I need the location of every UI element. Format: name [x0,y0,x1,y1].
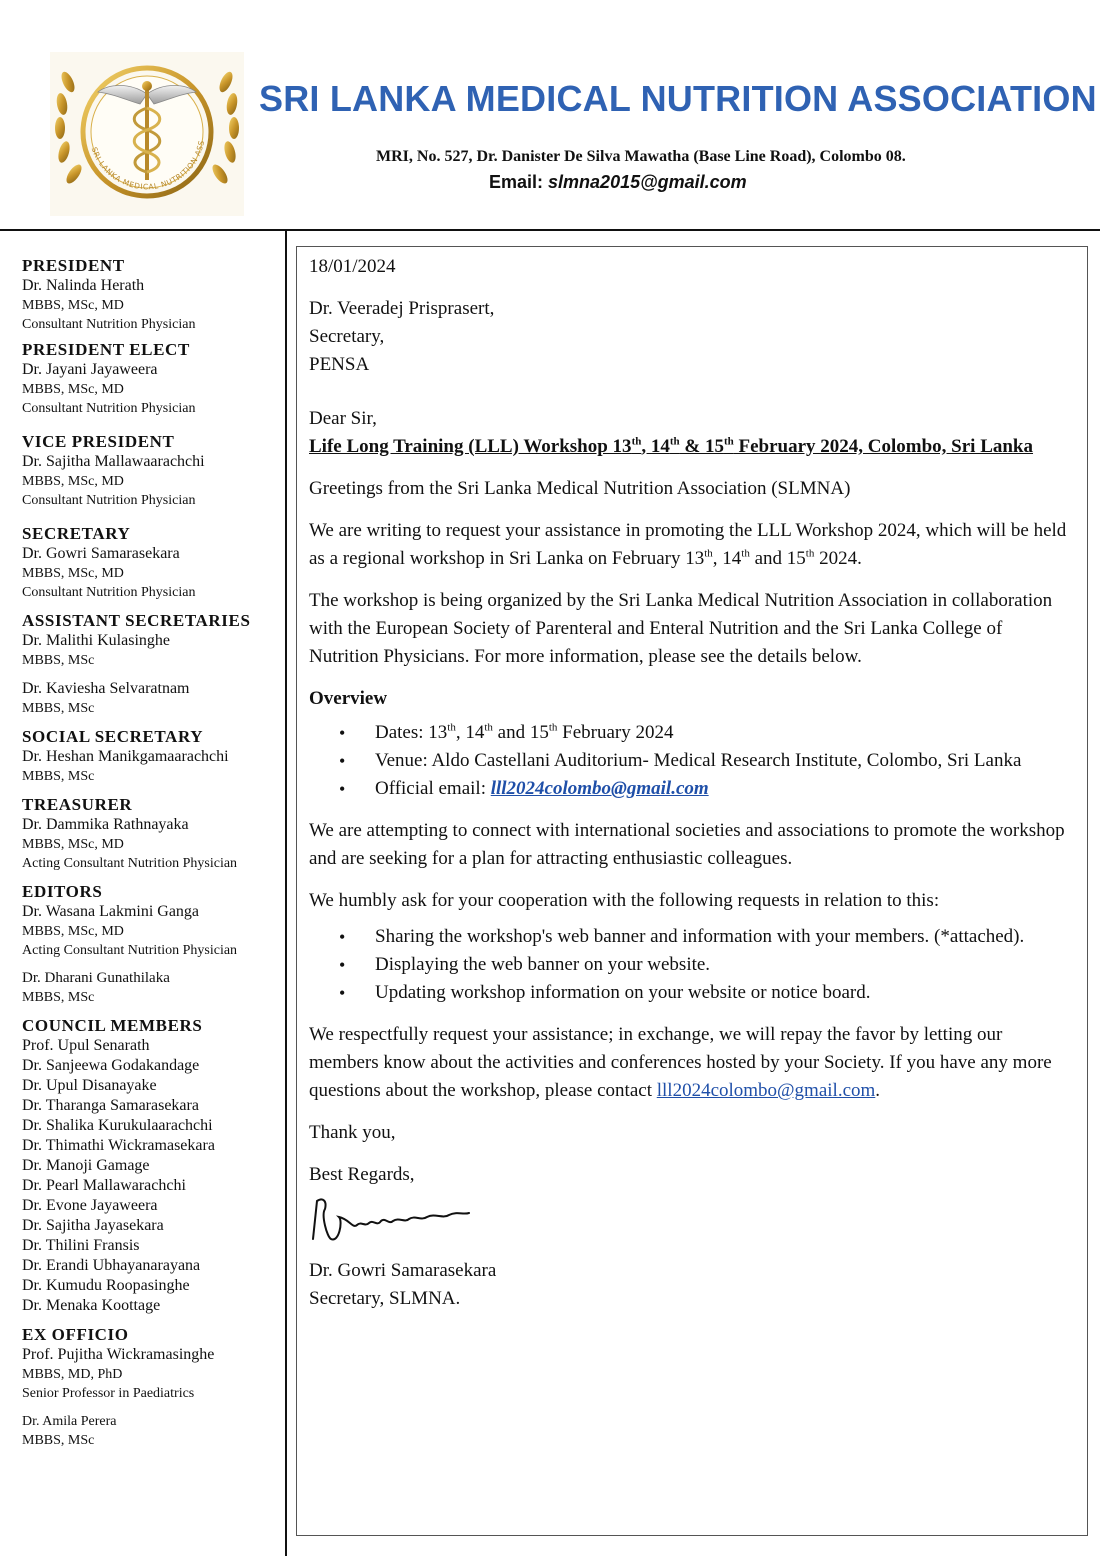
person-name: Prof. Pujitha Wickramasinghe [22,1346,215,1363]
organization-name: SRI LANKA MEDICAL NUTRITION ASSOCIATION [259,78,1097,119]
role-heading: TREASURER [22,795,133,814]
person-name: Dr. Dammika Rathnayaka [22,816,189,833]
treasurer-block [22,795,284,873]
person-qualifications: MBBS, MSc [22,1433,95,1448]
outreach-paragraph: We are attempting to connect with international societies and associations to promote the workshop and are seeking for a plan for attracting enthusiastic colleagues. [309,820,1065,869]
council-member: Dr. Sajitha Jayasekara [22,1217,164,1234]
person-designation: Consultant Nutrition Physician [22,585,196,600]
editors-block [22,882,284,1007]
role-heading: EDITORS [22,882,103,901]
council-member: Dr. Evone Jayaweera [22,1197,158,1214]
signature [309,1189,1069,1257]
person-name: Dr. Dharani Gunathilaka [22,970,170,986]
request-item: • Displaying the web banner on your website. [339,951,1069,979]
role-heading: VICE PRESIDENT [22,432,175,451]
role-heading: SOCIAL SECRETARY [22,727,204,746]
person-designation: Consultant Nutrition Physician [22,493,196,508]
council-member: Dr. Upul Disanayake [22,1077,157,1094]
association-logo [50,52,244,216]
person-name: Dr. Jayani Jayaweera [22,361,158,378]
council-members-block [22,1016,284,1316]
council-member: Prof. Upul Senarath [22,1037,150,1054]
person-qualifications: MBBS, MD, PhD [22,1367,123,1382]
handwritten-signature-icon [309,1191,509,1255]
organization-email[interactable]: slmna2015@gmail.com [548,172,747,192]
regards-line: Best Regards, [309,1164,415,1185]
person-name: Dr. Amila Perera [22,1414,117,1429]
overview-venue: • Venue: Aldo Castellani Auditorium- Medical Research Institute, Colombo, Sri Lanka [339,747,1069,775]
letter-subject: Life Long Training (LLL) Workshop 13th, 14th & 15th February 2024, Colombo, Sri Lanka [309,435,1034,457]
overview-email: • Official email: lll2024colombo@gmail.com [339,775,1069,803]
person-designation: Consultant Nutrition Physician [22,317,196,332]
overview-heading: Overview [309,688,388,709]
ex-officio-block [22,1325,284,1450]
overview-dates: • Dates: 13th, 14th and 15th February 2024 [339,719,1069,747]
organization-address: MRI, No. 527, Dr. Danister De Silva Mawatha (Base Line Road), Colombo 08. [376,148,906,165]
recipient-block [309,295,1069,379]
person-qualifications: MBBS, MSc, MD [22,566,124,581]
organizer-paragraph: The workshop is being organized by the Sri Lanka Medical Nutrition Association in collaboration with the European Society of Parenteral and Enteral Nutrition and the Sri Lanka College of Nutrition Physicians. For more information, please see the details below. [309,590,1053,667]
person-qualifications: MBBS, MSc [22,769,95,784]
recipient-organization: PENSA [309,354,370,375]
council-member: Dr. Erandi Ubhayanarayana [22,1257,201,1274]
signer-name: Dr. Gowri Samarasekara [309,1260,497,1281]
letter-body-frame [296,246,1088,1536]
letter-date: 18/01/2024 [309,256,396,277]
overview-list [339,719,1069,803]
council-member: Dr. Thimathi Wickramasekara [22,1137,215,1154]
role-heading: ASSISTANT SECRETARIES [22,611,251,630]
role-heading: SECRETARY [22,524,131,543]
recipient-name: Dr. Veeradej Prisprasert, [309,298,495,319]
person-name: Dr. Sajitha Mallawaarachchi [22,453,205,470]
council-member: Dr. Sanjeewa Godakandage [22,1057,200,1074]
greeting-paragraph: Greetings from the Sri Lanka Medical Nutrition Association (SLMNA) [309,478,851,499]
recipient-title: Secretary, [309,326,385,347]
person-qualifications: MBBS, MSc [22,990,95,1005]
council-member: Dr. Kumudu Roopasinghe [22,1277,190,1294]
person-designation: Consultant Nutrition Physician [22,401,196,416]
person-name: Dr. Gowri Samarasekara [22,545,180,562]
president-elect-block [22,340,284,418]
person-designation: Acting Consultant Nutrition Physician [22,856,238,871]
office-bearers-sidebar [22,256,284,1450]
contact-email-link[interactable]: lll2024colombo@gmail.com [656,1080,876,1101]
role-heading: COUNCIL MEMBERS [22,1016,203,1035]
sidebar-divider [285,231,287,1556]
role-heading: EX OFFICIO [22,1325,129,1344]
social-secretary-block [22,727,284,786]
letterhead [0,0,1100,232]
person-qualifications: MBBS, MSc, MD [22,924,124,939]
request-item: • Updating workshop information on your website or notice board. [339,979,1069,1007]
requests-list [339,923,1069,1007]
president-block [22,256,284,334]
assistant-secretaries-block [22,611,284,718]
person-qualifications: MBBS, MSc, MD [22,382,124,397]
person-name: Dr. Malithi Kulasinghe [22,632,170,649]
header-divider [0,229,1100,231]
role-heading: PRESIDENT [22,256,125,275]
letter-content [309,253,1069,1313]
person-name: Dr. Kaviesha Selvaratnam [22,680,190,697]
council-member: Dr. Manoji Gamage [22,1157,150,1174]
signer-title: Secretary, SLMNA. [309,1288,461,1309]
person-designation: Senior Professor in Paediatrics [22,1386,195,1401]
person-name: Dr. Wasana Lakmini Ganga [22,903,200,920]
council-member: Dr. Thilini Fransis [22,1237,140,1254]
person-designation: Acting Consultant Nutrition Physician [22,943,238,958]
salutation: Dear Sir, [309,408,377,429]
organization-email-line [489,172,747,193]
secretary-block [22,524,284,602]
council-member: Dr. Menaka Koottage [22,1297,161,1314]
person-qualifications: MBBS, MSc [22,701,95,716]
official-email-link[interactable]: lll2024colombo@gmail.com [490,778,709,799]
person-name: Dr. Nalinda Herath [22,277,145,294]
person-qualifications: MBBS, MSc, MD [22,298,124,313]
vice-president-block [22,432,284,510]
person-name: Dr. Heshan Manikgamaarachchi [22,748,229,765]
request-item: • Sharing the workshop's web banner and information with your members. (*attached). [339,923,1069,951]
role-heading: PRESIDENT ELECT [22,340,190,359]
council-member: Dr. Shalika Kurukulaarachchi [22,1117,213,1134]
person-qualifications: MBBS, MSc [22,653,95,668]
cooperation-paragraph: We humbly ask for your cooperation with the following requests in relation to this: [309,890,940,911]
person-qualifications: MBBS, MSc, MD [22,474,124,489]
exchange-paragraph: We respectfully request your assistance; in exchange, we will repay the favor by letting our members know about the activities and conferences hosted by your Society. If you have any more questions about the workshop, please contact lll2024colombo@gmail.com. [309,1024,1052,1101]
caduceus-emblem-icon [50,52,244,216]
council-member: Dr. Tharanga Samarasekara [22,1097,199,1114]
email-label: Email: [489,172,549,192]
svg-text:SRI LANKA MEDICAL NUTRITION AS: SRI LANKA MEDICAL NUTRITION ASS [89,139,207,192]
council-member: Dr. Pearl Mallawarachchi [22,1177,186,1194]
request-paragraph: We are writing to request your assistance in promoting the LLL Workshop 2024, which will be held as a regional workshop in Sri Lanka on February 13th, 14th and 15th 2024. [309,520,1067,569]
thanks-line: Thank you, [309,1122,396,1143]
person-qualifications: MBBS, MSc, MD [22,837,124,852]
